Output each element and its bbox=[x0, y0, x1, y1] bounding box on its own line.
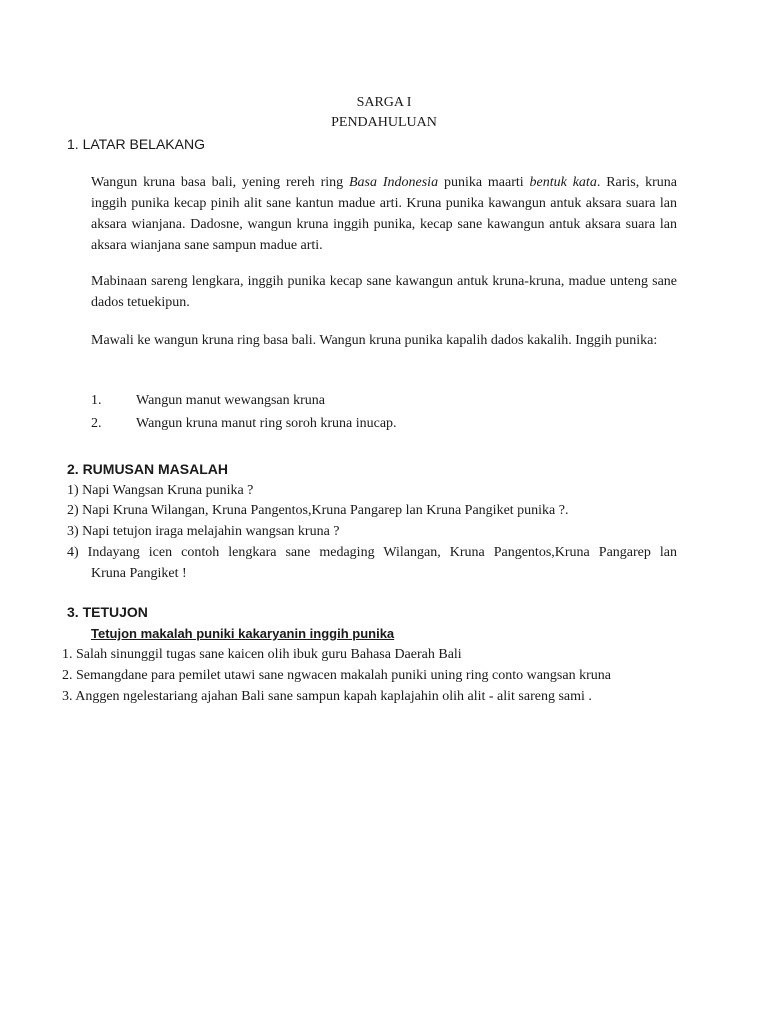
paragraph-1-italic-term-2: bentuk kata bbox=[529, 175, 597, 190]
paragraph-1-text-c: punika maarti bbox=[438, 175, 530, 190]
goal-item: 1. Salah sinunggil tugas sane kaicen olih ibuk guru Bahasa Daerah Bali bbox=[62, 647, 462, 662]
paragraph-2: Mabinaan sareng lengkara, inggih punika kecap sane kawangun antuk kruna-kruna, madue unteng sane dados tetuekipun. bbox=[91, 274, 677, 310]
question-item-line-1: 4) Indayang icen contoh lengkara sane medaging Wilangan, Kruna Pangentos,Kruna Pangarep lan bbox=[67, 545, 677, 560]
list-item bbox=[91, 391, 677, 411]
section-heading-latar-belakang: 1. LATAR BELAKANG bbox=[67, 136, 205, 152]
section-heading-tetujon: 3. TETUJON bbox=[67, 604, 148, 620]
section-subheading: Tetujon makalah puniki kakaryanin inggih punika bbox=[91, 626, 395, 641]
list-item bbox=[91, 414, 677, 434]
paragraph-1-text-e: . Raris, kruna inggih punika kecap pinih alit sane kantun madue arti. Kruna punika kawangun antuk aksara suara lan aksara wianjana. Dadosne, wangun kruna inggih punika, kecap sane kawangun antuk aksara suara lan aksara wianjana sane sampun madue arti. bbox=[91, 175, 677, 253]
question-item-line-2: Kruna Pangiket ! bbox=[91, 566, 187, 581]
chapter-title: SARGA I bbox=[356, 95, 412, 110]
goal-item: 2. Semangdane para pemilet utawi sane ngwacen makalah puniki uning ring conto wangsan kruna bbox=[62, 668, 611, 683]
question-item bbox=[67, 542, 677, 584]
list-item-number: 1. bbox=[91, 393, 102, 408]
chapter-subtitle: PENDAHULUAN bbox=[331, 115, 437, 130]
question-item: 3) Napi tetujon iraga melajahin wangsan kruna ? bbox=[67, 524, 340, 539]
goal-item: 3. Anggen ngelestariang ajahan Bali sane sampun kapah kaplajahin olih alit - alit sareng sami . bbox=[62, 689, 592, 704]
list-item-text: Wangun kruna manut ring soroh kruna inucap. bbox=[136, 416, 397, 431]
paragraph-3: Mawali ke wangun kruna ring basa bali. Wangun kruna punika kapalih dados kakalih. Inggih punika: bbox=[91, 333, 658, 348]
section-heading-rumusan-masalah: 2. RUMUSAN MASALAH bbox=[67, 461, 228, 477]
list-item-text: Wangun manut wewangsan kruna bbox=[136, 393, 325, 408]
paragraph-1-italic-term-1: Basa Indonesia bbox=[349, 175, 439, 190]
question-item: 1) Napi Wangsan Kruna punika ? bbox=[67, 483, 254, 498]
question-item: 2) Napi Kruna Wilangan, Kruna Pangentos,Kruna Pangarep lan Kruna Pangiket punika ?. bbox=[67, 503, 569, 518]
paragraph-1 bbox=[91, 172, 677, 256]
paragraph-1-text-a: Wangun kruna basa bali, yening rereh ring bbox=[91, 175, 349, 190]
list-item-number: 2. bbox=[91, 416, 102, 431]
